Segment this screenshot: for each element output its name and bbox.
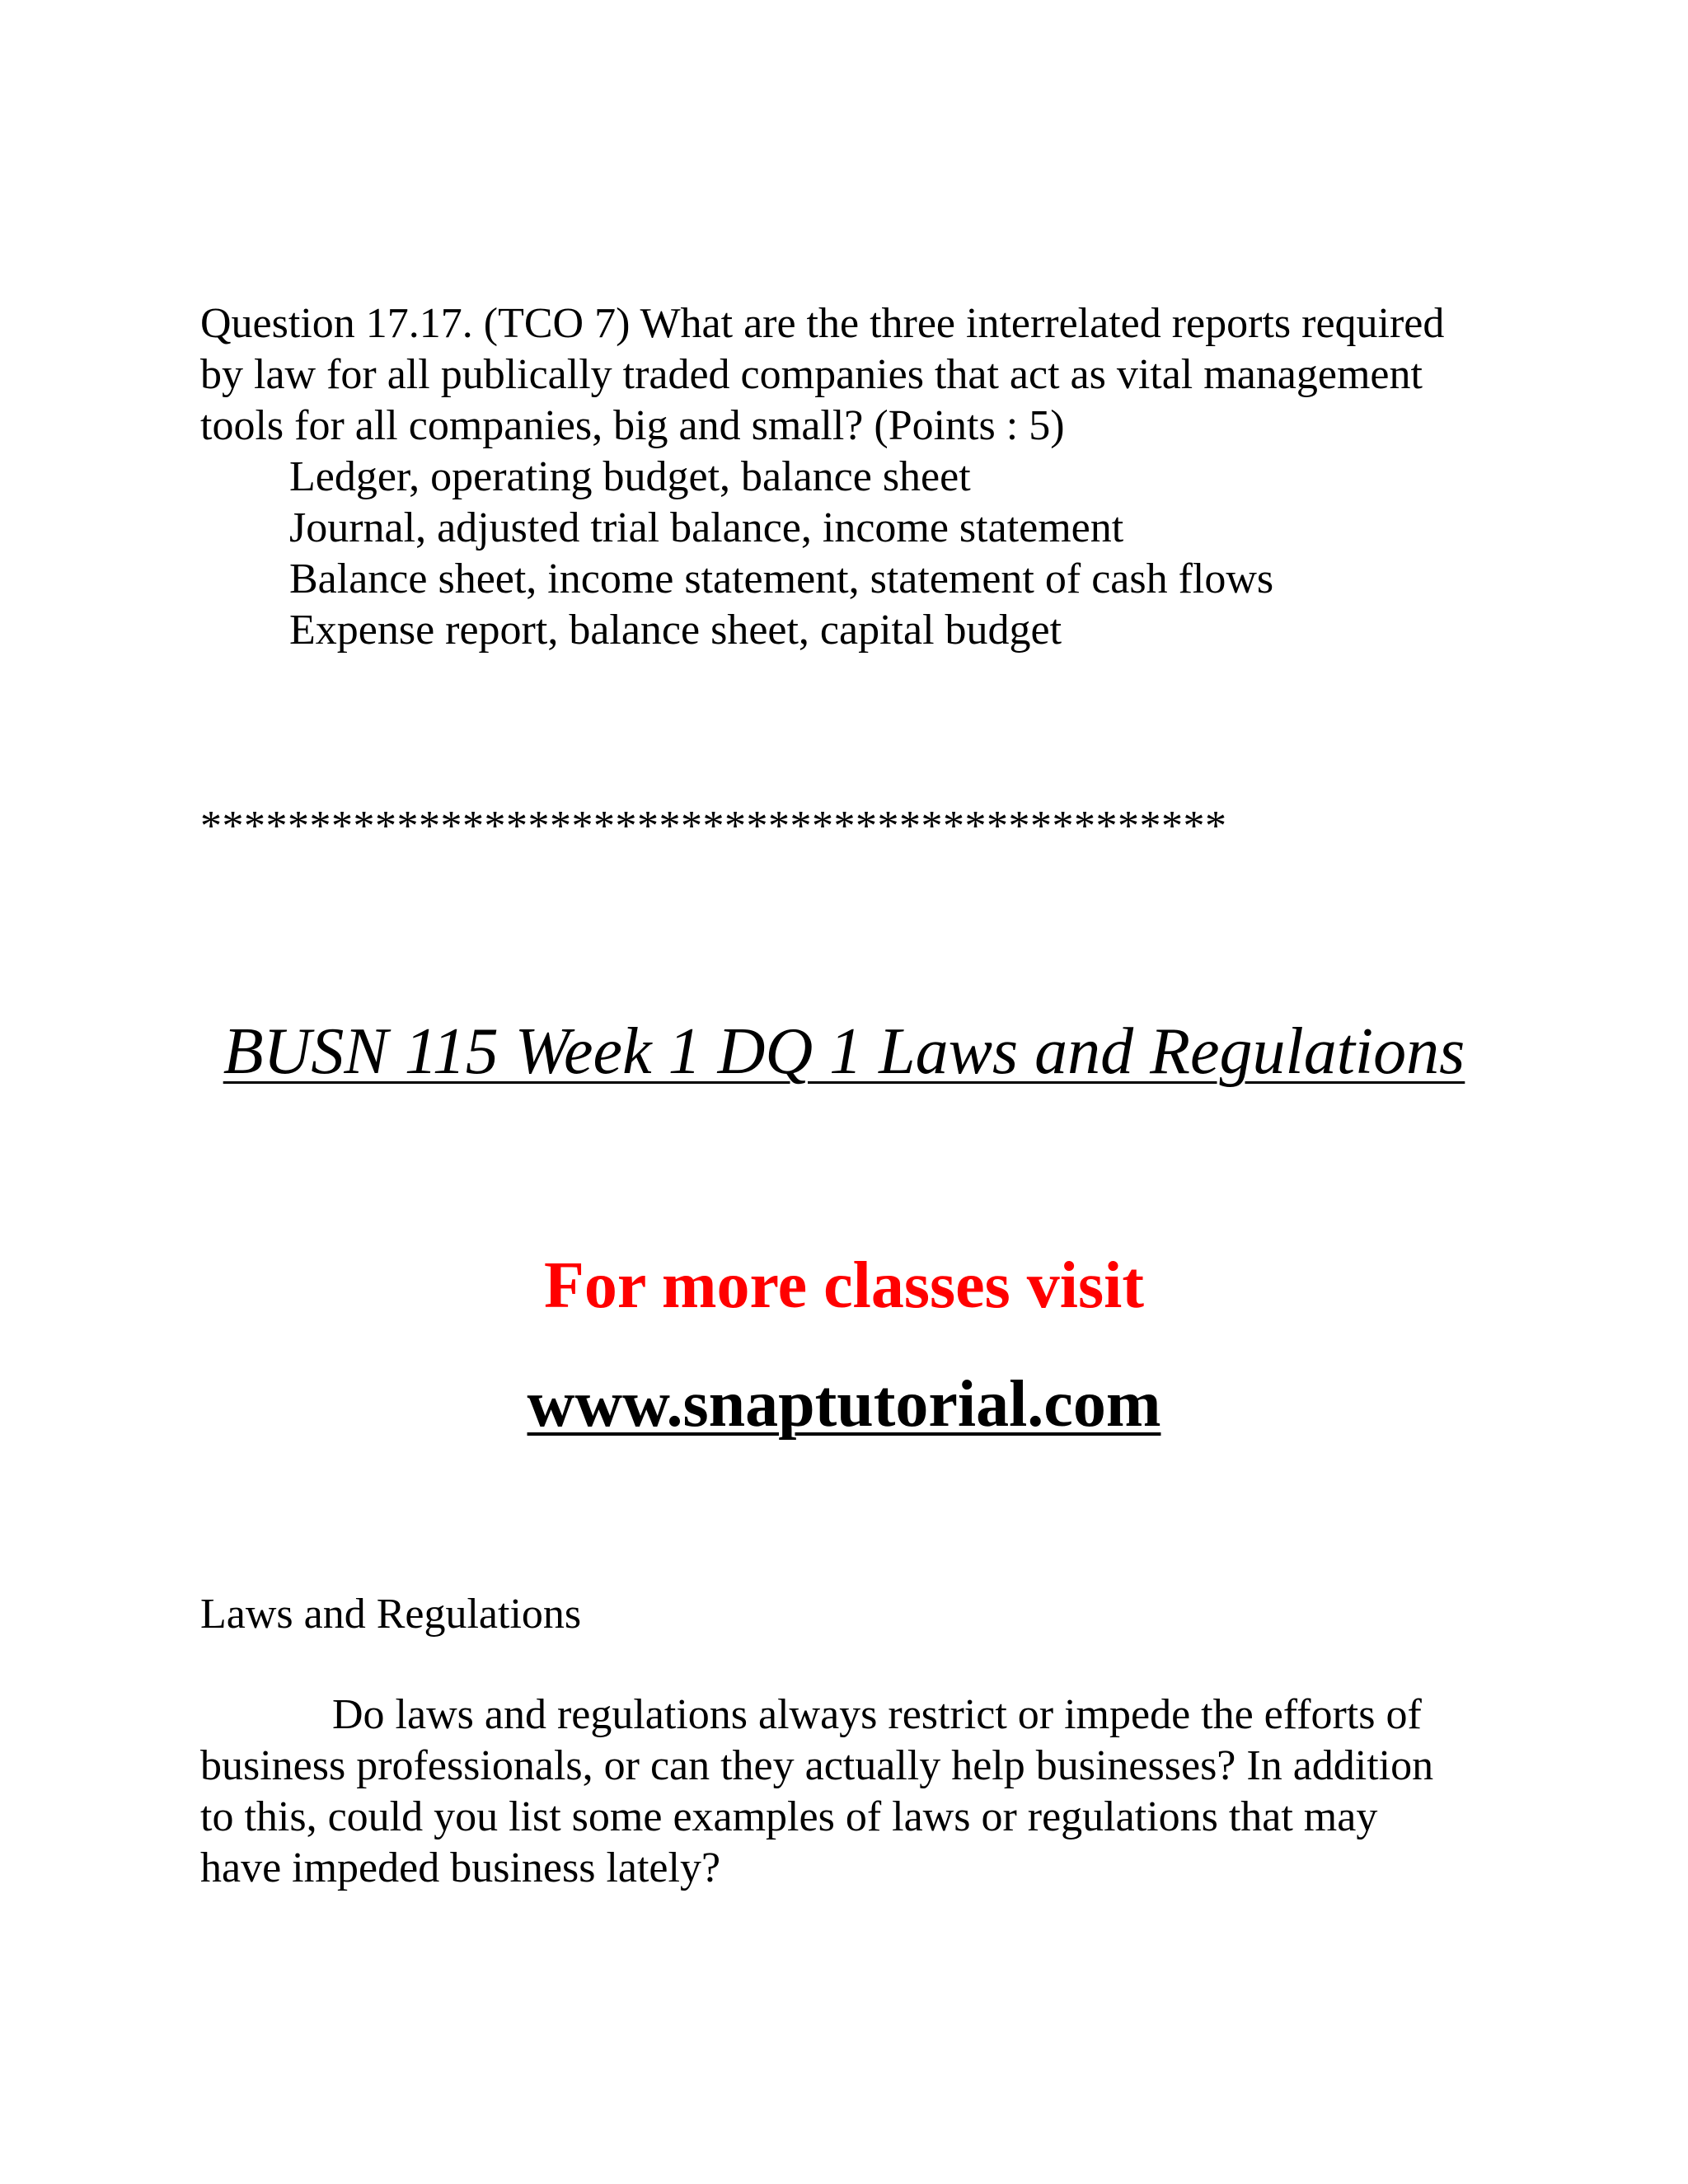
document-title: BUSN 115 Week 1 DQ 1 Laws and Regulations (223, 1015, 1465, 1088)
body-line: business professionals, or can they actually help businesses? In addition (200, 1742, 1434, 1789)
question-text-line: Question 17.17. (TCO 7) What are the three interrelated reports required (200, 300, 1445, 347)
asterisk-separator: *********************************************** (200, 803, 1227, 850)
answer-option-2[interactable]: Journal, adjusted trial balance, income statement (289, 504, 1124, 551)
question-text-line: by law for all publically traded companies that act as vital management (200, 351, 1423, 398)
question-text-line: tools for all companies, big and small? (Points : 5) (200, 402, 1065, 449)
website-link[interactable]: www.snaptutorial.com (527, 1368, 1161, 1441)
question-block (200, 298, 1519, 656)
answer-option-4[interactable]: Expense report, balance sheet, capital budget (289, 607, 1062, 654)
answer-options (200, 452, 1519, 656)
section-body (200, 1690, 1519, 1894)
body-line: Do laws and regulations always restrict or impede the efforts of (332, 1691, 1422, 1738)
section-heading: Laws and Regulations (200, 1591, 582, 1638)
body-line: to this, could you list some examples of laws or regulations that may (200, 1793, 1378, 1840)
answer-option-3[interactable]: Balance sheet, income statement, statement of cash flows (289, 555, 1274, 602)
promo-text: For more classes visit (543, 1249, 1144, 1322)
body-line: have impeded business lately? (200, 1844, 721, 1891)
answer-option-1[interactable]: Ledger, operating budget, balance sheet (289, 453, 971, 500)
